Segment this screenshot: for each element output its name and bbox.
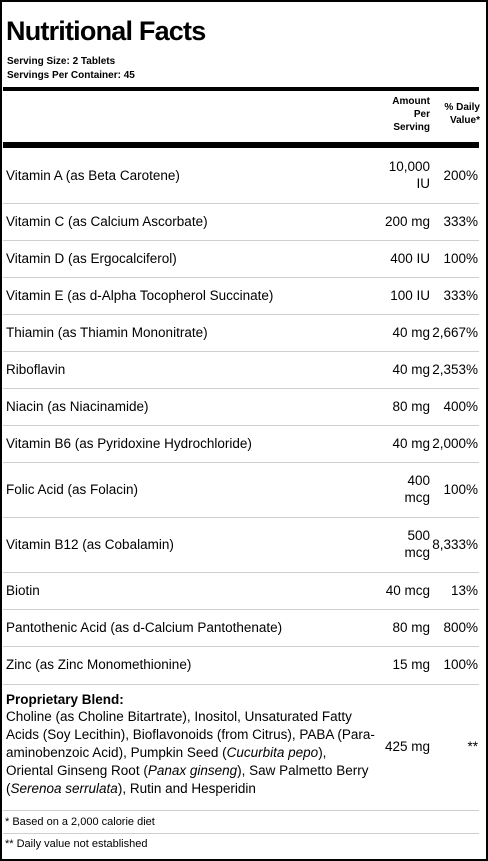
servings-per-container: Servings Per Container: 45 bbox=[7, 70, 135, 81]
blend-latin-name: Serenoa serrulata bbox=[10, 781, 118, 796]
nutrient-amount: 40 mg bbox=[392, 362, 430, 377]
footnote-calorie: * Based on a 2,000 calorie diet bbox=[5, 816, 155, 828]
nutrient-dv: 333% bbox=[443, 288, 478, 303]
nutrient-row bbox=[3, 463, 479, 518]
blend-amount: 425 mg bbox=[384, 739, 430, 754]
nutrient-dv: 800% bbox=[443, 620, 478, 635]
blend-latin-name: Cucurbita pepo bbox=[226, 745, 319, 760]
amount-header-line: Serving bbox=[393, 122, 430, 133]
blend-ingredients bbox=[6, 708, 376, 798]
nutrient-name: Biotin bbox=[6, 583, 40, 598]
blend-dv: ** bbox=[467, 739, 478, 754]
nutrient-row bbox=[3, 315, 479, 352]
nutrient-name: Thiamin (as Thiamin Mononitrate) bbox=[6, 325, 208, 340]
nutrient-name: Riboflavin bbox=[6, 362, 66, 377]
amount-line: 400 bbox=[407, 473, 430, 488]
footnote-divider bbox=[3, 833, 479, 834]
nutrient-dv: 100% bbox=[443, 482, 478, 497]
nutrient-amount: 40 mg bbox=[392, 325, 430, 340]
nutrient-name: Vitamin E (as d-Alpha Tocopherol Succinate) bbox=[6, 288, 274, 303]
nutrient-row bbox=[3, 573, 479, 610]
nutrient-name: Pantothenic Acid (as d-Calcium Pantothenate) bbox=[6, 620, 283, 635]
nutrient-row bbox=[3, 647, 479, 685]
nutrient-row bbox=[3, 278, 479, 315]
nutrient-row bbox=[3, 204, 479, 241]
nutrient-name: Zinc (as Zinc Monomethionine) bbox=[6, 657, 192, 672]
nutrient-name: Vitamin B6 (as Pyridoxine Hydrochloride) bbox=[6, 436, 252, 451]
blend-text-part: ), Rutin and Hesperidin bbox=[117, 781, 256, 796]
nutrient-amount: 40 mg bbox=[392, 436, 430, 451]
nutrient-amount: 400 IU bbox=[390, 251, 430, 266]
amount-line: 500 bbox=[407, 528, 430, 543]
nutrient-row bbox=[3, 352, 479, 389]
nutrient-name: Folic Acid (as Folacin) bbox=[6, 482, 139, 497]
panel-title: Nutritional Facts bbox=[6, 16, 206, 46]
blend-text-part: ), Oriental Ginseng Root ( bbox=[6, 745, 327, 778]
nutrient-dv: 100% bbox=[443, 657, 478, 672]
dv-header-line: Value* bbox=[449, 115, 480, 126]
amount-per-serving-header bbox=[370, 95, 430, 134]
blend-latin-name: Panax ginseng bbox=[147, 763, 238, 778]
nutrient-name: Vitamin D (as Ergocalciferol) bbox=[6, 251, 177, 266]
amount-line: 10,000 bbox=[388, 159, 430, 174]
nutrient-dv: 2,667% bbox=[432, 325, 478, 340]
nutrient-dv: 2,000% bbox=[432, 436, 478, 451]
blend-text-part: Choline (as Choline Bitartrate), Inositol, Unsaturated Fatty Acids (Soy Lecithin), Bioflavonoids (from Citrus), PABA (Para-aminobenzoic Acid), Pumpkin Seed ( bbox=[6, 709, 375, 760]
nutrient-row bbox=[3, 610, 479, 647]
nutrient-amount: 80 mg bbox=[392, 620, 430, 635]
nutrient-row bbox=[3, 389, 479, 426]
footnote-not-established: ** Daily value not established bbox=[5, 838, 148, 850]
amount-header-line: Amount bbox=[392, 96, 430, 107]
nutrient-row bbox=[3, 426, 479, 463]
nutrient-name: Vitamin A (as Beta Carotene) bbox=[6, 168, 180, 183]
nutrient-amount: 200 mg bbox=[384, 214, 430, 229]
nutrient-row bbox=[3, 148, 479, 204]
nutrient-dv: 100% bbox=[443, 251, 478, 266]
nutrient-dv: 2,353% bbox=[432, 362, 478, 377]
serving-size: Serving Size: 2 Tablets bbox=[7, 56, 116, 67]
nutrient-row bbox=[3, 518, 479, 573]
proprietary-blend-row bbox=[3, 685, 479, 811]
nutrient-name: Vitamin C (as Calcium Ascorbate) bbox=[6, 214, 208, 229]
blend-title: Proprietary Blend: bbox=[6, 692, 124, 707]
daily-value-header bbox=[428, 101, 480, 127]
amount-line: mcg bbox=[404, 490, 430, 505]
top-rule bbox=[3, 87, 479, 91]
nutrient-amount: 15 mg bbox=[392, 657, 430, 672]
nutrient-row bbox=[3, 241, 479, 278]
nutrient-amount: 80 mg bbox=[392, 399, 430, 414]
nutrient-amount: 100 IU bbox=[390, 288, 430, 303]
amount-line: IU bbox=[416, 176, 430, 191]
amount-header-line: Per bbox=[413, 109, 430, 120]
nutrient-dv: 200% bbox=[443, 168, 478, 183]
nutrient-dv: 333% bbox=[443, 214, 478, 229]
nutrient-name: Vitamin B12 (as Cobalamin) bbox=[6, 537, 174, 552]
nutrient-dv: 8,333% bbox=[432, 537, 478, 552]
nutrient-name: Niacin (as Niacinamide) bbox=[6, 399, 149, 414]
nutrient-dv: 13% bbox=[450, 583, 478, 598]
amount-line: mcg bbox=[404, 545, 430, 560]
nutrient-dv: 400% bbox=[443, 399, 478, 414]
nutrient-amount: 40 mcg bbox=[385, 583, 430, 598]
blend-text-part: ), Saw Palmetto Berry ( bbox=[6, 763, 369, 796]
dv-header-line: % Daily bbox=[444, 102, 480, 113]
